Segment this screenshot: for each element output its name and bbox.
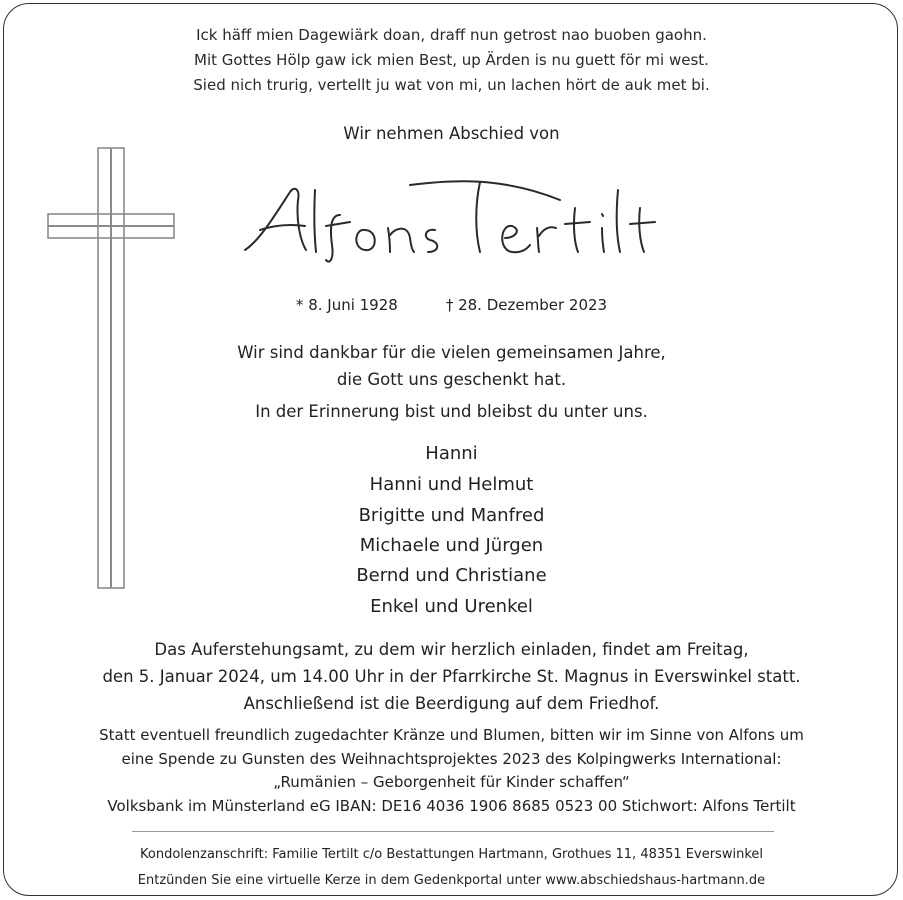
donation-project: „Rumänien – Geborgenheit für Kinder schaffen“ — [273, 773, 630, 791]
birth-date: * 8. Juni 1928 — [295, 296, 398, 314]
family-member: Bernd und Christiane — [356, 565, 547, 586]
verse-line-1: Ick häff mien Dagewiärk doan, draff nun getrost nao buoben gaohn. — [196, 26, 707, 44]
death-date: † 28. Dezember 2023 — [445, 296, 608, 314]
family-member: Hanni und Helmut — [369, 474, 534, 495]
life-dates — [0, 296, 903, 314]
donation-line-2: eine Spende zu Gunsten des Weihnachtsprojektes 2023 des Kolpingwerks International: — [121, 750, 782, 768]
verse-line-3: Sied nich trurig, vertellt ju wat von mi, un lachen hört de auk met bi. — [193, 76, 710, 94]
thanks-line-2: die Gott uns geschenkt hat. — [336, 370, 567, 389]
family-member: Hanni — [425, 443, 478, 464]
thanks-line-1: Wir sind dankbar für die vielen gemeinsamen Jahre, — [237, 343, 666, 362]
family-member: Brigitte und Manfred — [358, 505, 545, 526]
verse-line-2: Mit Gottes Hölp gaw ick mien Best, up Ärden is nu guett för mi west. — [194, 51, 709, 69]
condolence-address: Kondolenzanschrift: Familie Tertilt c/o Bestattungen Hartmann, Grothues 11, 48351 Everswinkel — [140, 847, 763, 862]
farewell-intro: Wir nehmen Abschied von — [343, 124, 560, 143]
bank-details: Volksbank im Münsterland eG IBAN: DE16 4036 1906 8685 0523 00 Stichwort: Alfons Tertilt — [107, 797, 796, 815]
name-signature — [230, 170, 670, 270]
family-member: Enkel und Urenkel — [370, 596, 533, 617]
service-line-1: Das Auferstehungsamt, zu dem wir herzlich einladen, findet am Freitag, — [154, 640, 749, 659]
family-member: Michaele und Jürgen — [359, 535, 544, 556]
service-line-3: Anschließend ist die Beerdigung auf dem Friedhof. — [243, 694, 660, 713]
divider — [132, 831, 774, 832]
service-line-2: den 5. Januar 2024, um 14.00 Uhr in der Pfarrkirche St. Magnus in Everswinkel statt. — [102, 667, 801, 686]
memory-line: In der Erinnerung bist und bleibst du unter uns. — [255, 402, 648, 421]
memorial-portal-note: Entzünden Sie eine virtuelle Kerze in dem Gedenkportal unter www.abschiedshaus-hartmann.de — [137, 873, 766, 888]
donation-line-1: Statt eventuell freundlich zugedachter Kränze und Blumen, bitten wir im Sinne von Alfons um — [99, 726, 804, 744]
